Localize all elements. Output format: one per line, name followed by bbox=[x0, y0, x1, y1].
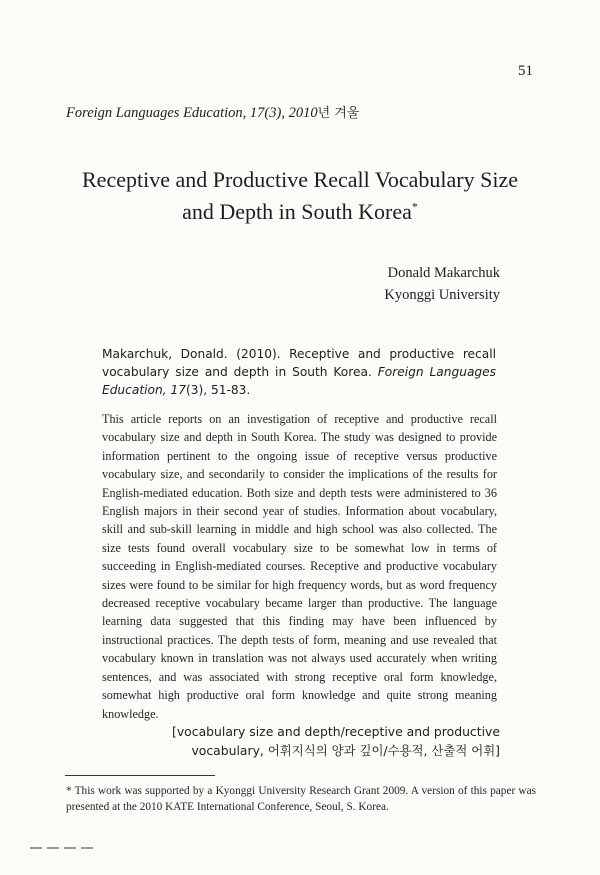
article-title bbox=[40, 164, 560, 228]
page-number: 51 bbox=[518, 63, 533, 79]
journal-volume: 17(3), bbox=[249, 105, 285, 121]
journal-header bbox=[66, 102, 359, 122]
journal-name: Foreign Languages Education, bbox=[66, 105, 247, 121]
author-affiliation: Kyonggi University bbox=[384, 287, 500, 303]
citation-volume: 17 bbox=[170, 383, 186, 397]
abstract: This article reports on an investigation of receptive and productive recall vocabulary size and depth in South Korea. The study was designed to provide information pertinent to the ongoing issue of receptive versus productive vocabulary size, and secondarily to consider the implications of the results for English-mediated education. Both size and depth tests were administered to 36 English majors in their second year of studies. Information about vocabulary, skill and sub-skill learning in middle and high school was also collected. The size tests found overall vocabulary size to be somewhat low in terms of succeeding in English-mediated courses. Receptive and productive vocabulary sizes were found to be similar for high frequency words, but as word frequency decreased receptive vocabulary became larger than productive. The language learning data suggested that this finding may have been influenced by instructional practices. The depth tests of form, meaning and use revealed that vocabulary known in translation was not always used accurately when writing sentences, and was associated with strong receptive oral form knowledge, somewhat high productive oral form knowledge and quite strong meaning knowledge. bbox=[102, 412, 497, 721]
title-line-2: and Depth in South Korea bbox=[182, 199, 412, 224]
keywords bbox=[172, 722, 500, 760]
citation-journal: Foreign Languages Education, bbox=[102, 365, 496, 397]
keywords-line-2: vocabulary, 어휘지식의 양과 깊이/수용적, 산출적 어휘] bbox=[191, 743, 500, 758]
title-footnote-mark: * bbox=[411, 199, 418, 214]
citation-lead: Makarchuk, Donald. (2010). Receptive and productive recall vocabulary size and depth in South Korea. bbox=[102, 347, 496, 379]
author-block bbox=[384, 262, 500, 306]
scan-edge-marks bbox=[30, 836, 100, 839]
journal-year: 2010 bbox=[288, 105, 318, 121]
author-name: Donald Makarchuk bbox=[387, 265, 500, 281]
journal-season: 년 겨울 bbox=[317, 106, 360, 121]
footnote: * This work was supported by a Kyonggi University Research Grant 2009. A version of this paper was presented at the 2010 KATE International Conference, Seoul, S. Korea. bbox=[66, 785, 536, 813]
citation-issue-pages: (3), 51-83. bbox=[185, 383, 251, 397]
keywords-line-1: [vocabulary size and depth/receptive and productive bbox=[172, 724, 500, 739]
citation bbox=[102, 345, 496, 399]
footnote-rule bbox=[65, 775, 215, 776]
title-line-1: Receptive and Productive Recall Vocabulary Size bbox=[82, 167, 518, 192]
